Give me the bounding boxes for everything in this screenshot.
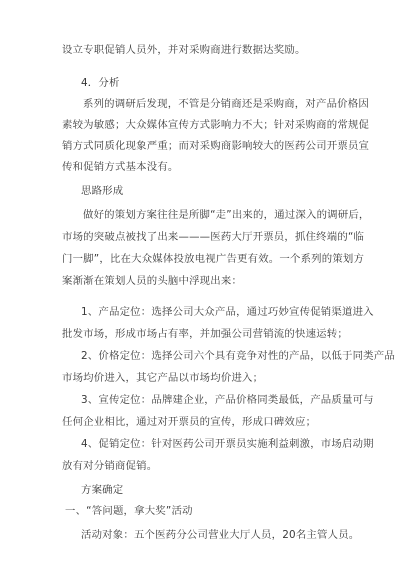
- paragraph-line: 放有对分销商促销。: [62, 460, 158, 472]
- paragraph-line: 系列的调研后发现，不管是分销商还是采购商，对产品价格因: [83, 98, 369, 110]
- paragraph-line: 门一脚”，比在大众媒体投放电视广告更有效。一个系列的策划方: [62, 253, 365, 265]
- paragraph-line: 案渐渐在策划人员的头脑中浮现出来：: [62, 275, 243, 287]
- paragraph-line: 素较为敏感；大众媒体宣传方式影响力不大；针对采购商的常规促: [62, 119, 370, 131]
- paragraph-line: 传和促销方式基本没有。: [62, 161, 179, 173]
- paragraph-line: 批发市场，形成市场占有率，并加强公司营销流的快速运转；: [62, 328, 348, 340]
- paragraph-line: 任何企业相比，通过对开票员的宣传，形成口碑效应；: [62, 416, 317, 428]
- activity-heading: 一、“答问题，拿大奖”活动: [65, 505, 193, 517]
- paragraph-line: 设立专职促销人员外，并对采购商进行数据达奖励。: [62, 44, 306, 56]
- paragraph-line: 市场均价进入，其它产品以市场均价进入；: [62, 372, 264, 384]
- section-heading-idea: 思路形成: [81, 185, 124, 197]
- list-item-price: 2、价格定位：选择公司六个具有竞争对性的产品，以低于同类产品: [81, 350, 395, 362]
- list-item-sales-promotion: 4、促销定位：针对医药公司开票员实施利益刺激，市场启动期: [81, 438, 374, 450]
- paragraph-line: 市场的突破点被找了出来———医药大厅开票员，抓住终端的“临: [62, 231, 365, 243]
- paragraph-line: 销方式同质化现象严重；而对采购商影响较大的医药公司开票员宣: [62, 140, 370, 152]
- paragraph-line: 做好的策划方案往往是所脚“走”出来的，通过深入的调研后，: [83, 209, 370, 221]
- paragraph-line: 活动对象：五个医药分公司营业大厅人员，20名主管人员。: [81, 529, 360, 541]
- list-item-product: 1、产品定位：选择公司大众产品，通过巧妙宣传促销渠道进入: [81, 306, 374, 318]
- list-item-promotion: 3、宣传定位：品牌建企业，产品价格同类最低，产品质量可与: [81, 394, 374, 406]
- section-heading-plan: 方案确定: [81, 484, 124, 496]
- section-heading-analysis: 4．分析: [81, 77, 120, 89]
